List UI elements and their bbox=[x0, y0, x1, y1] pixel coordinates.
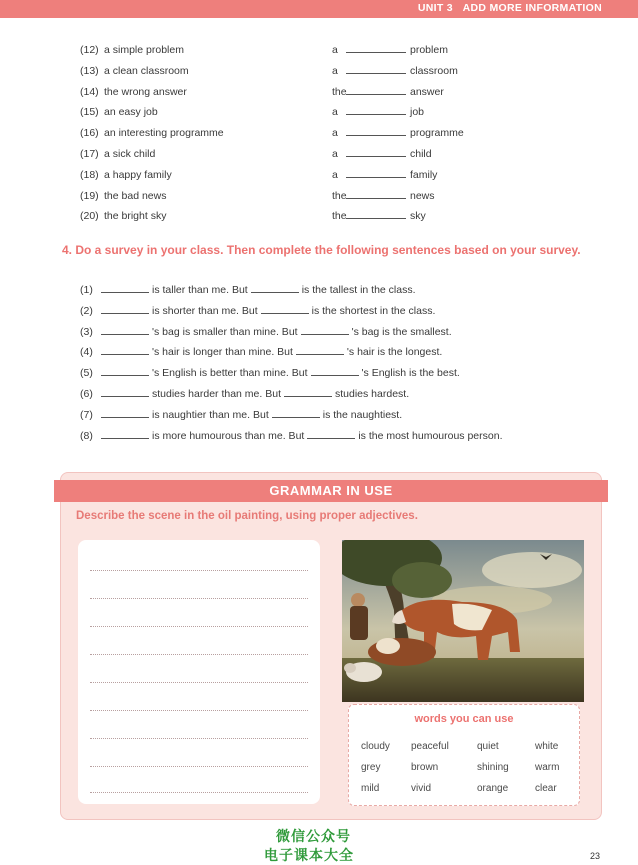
exercise-4-row bbox=[80, 283, 416, 296]
answer-blank[interactable] bbox=[346, 189, 406, 199]
item-phrase: a simple problem bbox=[104, 44, 184, 56]
answer-blank[interactable] bbox=[101, 325, 149, 335]
sentence-part-a: is taller than me. But bbox=[152, 284, 248, 296]
word-item: cloudy bbox=[361, 741, 390, 752]
writing-line[interactable] bbox=[90, 598, 308, 599]
item-determiner: a bbox=[332, 168, 338, 181]
item-number: (6) bbox=[80, 388, 93, 400]
item-number: (16) bbox=[80, 127, 99, 140]
exercise-4-title: 4. Do a survey in your class. Then complete the following sentences based on your survey. bbox=[62, 243, 581, 257]
sentence-part-a: is naughtier than me. But bbox=[152, 408, 269, 421]
item-number: (19) bbox=[80, 189, 99, 202]
grammar-instruction: Describe the scene in the oil painting, using proper adjectives. bbox=[76, 510, 418, 522]
exercise-4-row bbox=[80, 325, 452, 338]
item-noun: family bbox=[410, 168, 438, 181]
answer-blank[interactable] bbox=[101, 408, 149, 418]
answer-blank[interactable] bbox=[346, 168, 406, 178]
item-phrase: the bright sky bbox=[104, 210, 167, 223]
item-number: (5) bbox=[80, 367, 93, 380]
sentence-part-b: is the shortest in the class. bbox=[311, 304, 436, 317]
exercise-3-row bbox=[80, 189, 435, 205]
answer-blank[interactable] bbox=[307, 429, 355, 439]
item-determiner: a bbox=[332, 106, 338, 119]
word-item: orange bbox=[477, 783, 509, 794]
item-phrase: a sick child bbox=[104, 148, 156, 160]
word-bank bbox=[348, 704, 580, 806]
grammar-heading: GRAMMAR IN USE bbox=[54, 480, 608, 502]
writing-line[interactable] bbox=[90, 654, 308, 655]
item-phrase: a clean classroom bbox=[104, 64, 189, 77]
word-item: brown bbox=[411, 762, 439, 773]
item-number: (12) bbox=[80, 44, 99, 56]
answer-blank[interactable] bbox=[301, 325, 349, 335]
item-number: (3) bbox=[80, 325, 93, 338]
item-determiner: a bbox=[332, 127, 338, 140]
answer-blank[interactable] bbox=[346, 43, 406, 53]
sentence-part-a: 's bag is smaller than mine. But bbox=[152, 325, 298, 338]
word-bank-title: words you can use bbox=[414, 713, 514, 725]
item-number: (1) bbox=[80, 284, 93, 296]
watermark-line-1: 微信公众号 bbox=[276, 829, 351, 845]
answer-blank[interactable] bbox=[346, 147, 406, 157]
answer-blank[interactable] bbox=[101, 283, 149, 293]
sentence-part-b: 's hair is the longest. bbox=[346, 346, 443, 359]
word-item: shining bbox=[477, 762, 509, 773]
sentence-part-a: 's English is better than mine. But bbox=[152, 367, 308, 380]
item-number: (15) bbox=[80, 106, 99, 119]
sentence-part-b: is the naughtiest. bbox=[322, 408, 403, 421]
item-phrase: a happy family bbox=[104, 168, 172, 181]
watermark-line-2: 电子课本大全 bbox=[264, 848, 354, 864]
exercise-4-row bbox=[80, 304, 435, 317]
item-determiner: a bbox=[332, 64, 338, 77]
unit-title: ADD MORE INFORMATION bbox=[462, 2, 602, 14]
answer-blank[interactable] bbox=[101, 429, 149, 439]
item-number: (8) bbox=[80, 429, 93, 442]
answer-blank[interactable] bbox=[272, 408, 320, 418]
oil-painting-image bbox=[342, 540, 584, 702]
item-determiner: the bbox=[332, 210, 347, 223]
writing-line[interactable] bbox=[90, 792, 308, 793]
word-item: peaceful bbox=[411, 741, 449, 752]
sentence-part-a: 's hair is longer than mine. But bbox=[152, 346, 293, 359]
writing-line[interactable] bbox=[90, 710, 308, 711]
sentence-part-b: 's bag is the smallest. bbox=[351, 325, 452, 338]
item-noun: news bbox=[410, 189, 435, 202]
exercise-3-row bbox=[80, 105, 424, 121]
exercise-3-row bbox=[80, 209, 426, 225]
item-phrase: an interesting programme bbox=[104, 127, 224, 140]
exercise-3-row bbox=[80, 43, 448, 59]
sentence-part-a: is more humourous than me. But bbox=[152, 429, 305, 442]
exercise-3-row bbox=[80, 168, 437, 184]
sentence-part-a: studies harder than me. But bbox=[152, 388, 281, 400]
item-number: (18) bbox=[80, 168, 99, 181]
answer-blank[interactable] bbox=[346, 105, 406, 115]
word-item: mild bbox=[361, 783, 380, 794]
header-bar bbox=[0, 0, 638, 18]
item-determiner: the bbox=[332, 189, 347, 202]
answer-blank[interactable] bbox=[346, 64, 406, 74]
answer-blank[interactable] bbox=[261, 304, 309, 314]
item-number: (4) bbox=[80, 346, 93, 359]
exercise-3-row bbox=[80, 147, 432, 163]
writing-line[interactable] bbox=[90, 626, 308, 627]
answer-blank[interactable] bbox=[311, 366, 359, 376]
word-item: white bbox=[535, 741, 559, 752]
answer-blank[interactable] bbox=[101, 304, 149, 314]
exercise-3-row bbox=[80, 64, 458, 80]
writing-box[interactable] bbox=[78, 540, 320, 804]
item-phrase: the wrong answer bbox=[104, 85, 187, 98]
item-number: (13) bbox=[80, 64, 99, 77]
item-noun: answer bbox=[410, 85, 444, 98]
sentence-part-b: studies hardest. bbox=[335, 388, 410, 400]
sentence-part-b: is the tallest in the class. bbox=[301, 284, 416, 296]
page-number: 23 bbox=[590, 851, 601, 861]
word-item: grey bbox=[361, 762, 381, 773]
exercise-4-row bbox=[80, 387, 409, 400]
item-determiner: a bbox=[332, 148, 338, 160]
exercise-3-row bbox=[80, 85, 444, 101]
word-item: clear bbox=[535, 783, 557, 794]
answer-blank[interactable] bbox=[346, 85, 406, 95]
item-determiner: the bbox=[332, 85, 347, 98]
item-number: (17) bbox=[80, 148, 99, 160]
exercise-4-row bbox=[80, 345, 442, 358]
exercise-4-row bbox=[80, 429, 502, 442]
answer-blank[interactable] bbox=[251, 283, 299, 293]
answer-blank[interactable] bbox=[101, 366, 149, 376]
exercise-4-row bbox=[80, 408, 402, 421]
sentence-part-b: 's English is the best. bbox=[361, 367, 460, 380]
item-number: (14) bbox=[80, 85, 99, 98]
item-number: (20) bbox=[80, 210, 99, 223]
writing-line[interactable] bbox=[90, 766, 308, 767]
unit-label: UNIT 3 bbox=[417, 2, 453, 14]
item-noun: programme bbox=[410, 127, 464, 140]
answer-blank[interactable] bbox=[296, 345, 344, 355]
item-noun: child bbox=[410, 148, 432, 160]
writing-line[interactable] bbox=[90, 682, 308, 683]
answer-blank[interactable] bbox=[284, 387, 332, 397]
writing-line[interactable] bbox=[90, 738, 308, 739]
sentence-part-b: is the most humourous person. bbox=[358, 429, 503, 442]
item-noun: problem bbox=[410, 44, 448, 56]
word-item: warm bbox=[535, 762, 560, 773]
item-determiner: a bbox=[332, 44, 338, 56]
exercise-3-row bbox=[80, 126, 464, 142]
answer-blank[interactable] bbox=[101, 387, 149, 397]
sentence-part-a: is shorter than me. But bbox=[152, 304, 258, 317]
item-noun: job bbox=[410, 106, 425, 119]
unit-header bbox=[418, 2, 602, 14]
answer-blank[interactable] bbox=[346, 209, 406, 219]
answer-blank[interactable] bbox=[101, 345, 149, 355]
item-noun: classroom bbox=[410, 64, 458, 77]
item-number: (7) bbox=[80, 408, 93, 421]
answer-blank[interactable] bbox=[346, 126, 406, 136]
item-number: (2) bbox=[80, 304, 93, 317]
exercise-4-row bbox=[80, 366, 460, 379]
writing-line[interactable] bbox=[90, 570, 308, 571]
item-phrase: an easy job bbox=[104, 106, 158, 119]
item-phrase: the bad news bbox=[104, 189, 167, 202]
word-item: vivid bbox=[411, 783, 432, 794]
word-item: quiet bbox=[477, 741, 499, 752]
item-noun: sky bbox=[410, 210, 426, 223]
